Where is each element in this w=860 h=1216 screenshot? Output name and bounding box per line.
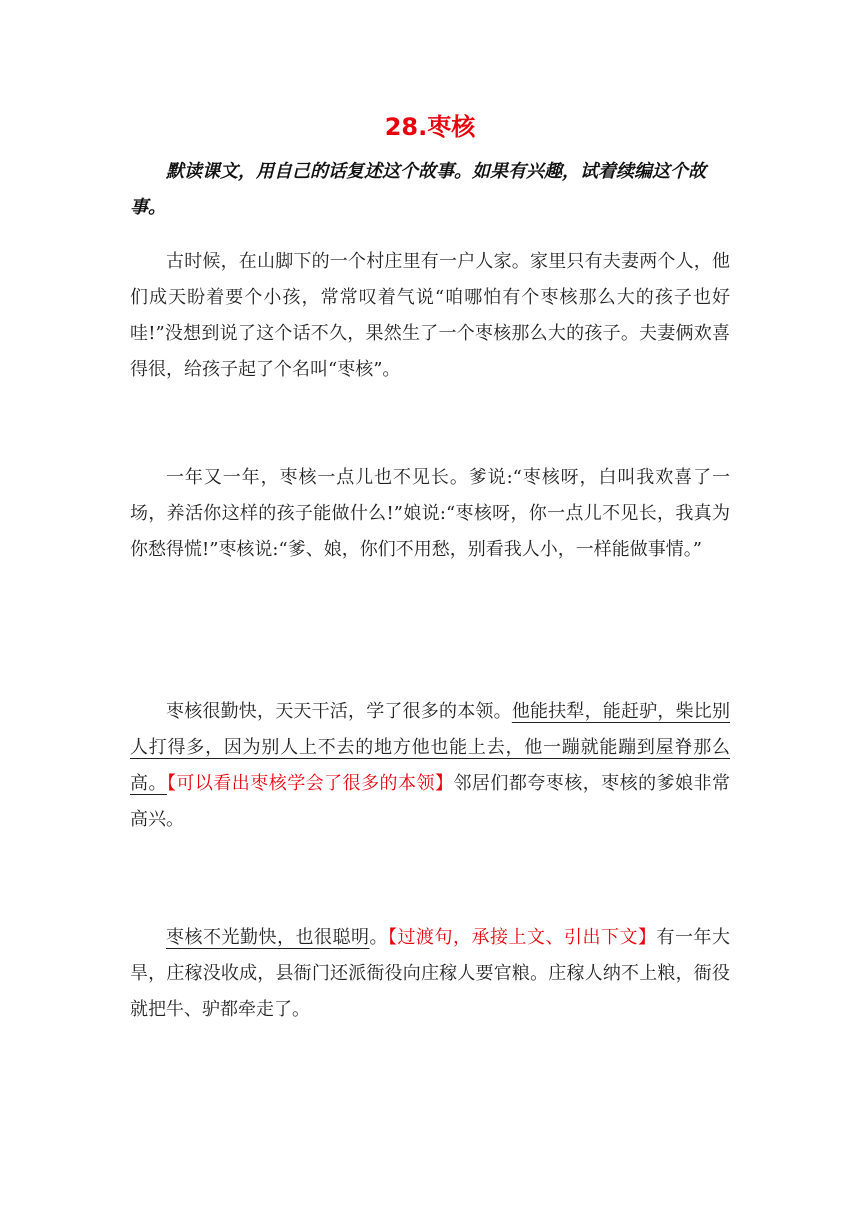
paragraph-3 bbox=[130, 694, 730, 838]
paragraph-2: 一年又一年，枣核一点儿也不见长。爹说:“枣核呀，白叫我欢喜了一场，养活你这样的孩子能做什么!”娘说:“枣核呀，你一点儿不见长，我真为你愁得慌!”枣核说:“爹、娘，你们不用愁，别看我人小，一样能做事情。” bbox=[130, 467, 730, 560]
paragraph-1: 古时候，在山脚下的一个村庄里有一户人家。家里只有夫妻两个人，他们成天盼着要个小孩，常常叹着气说“咱哪怕有个枣核那么大的孩子也好哇!”没想到说了这个话不久，果然生了一个枣核那么大的孩子。夫妻俩欢喜得很，给孩子起了个名叫“枣核”。 bbox=[130, 251, 730, 380]
underlined-sentence: 他能扶犁，能赶驴，柴比别人打得多，因为别人上不去的地方他也能上去，他一蹦就能蹦到屋脊那么高。 bbox=[130, 701, 731, 794]
paragraph-3-tail: 邻居们都夸枣核，枣核的爹娘非常高兴。 bbox=[130, 773, 730, 830]
paragraph-4-tail: 有一年大旱，庄稼没收成，县衙门还派衙役向庄稼人要官粮。庄稼人纳不上粮，衙役就把牛、驴都牵走了。 bbox=[130, 927, 730, 1020]
annotation-note: 【可以看出枣核学会了很多的本领】 bbox=[166, 773, 454, 794]
paragraph-4 bbox=[130, 920, 730, 1028]
transition-punct: 。 bbox=[369, 927, 388, 948]
paragraph-3-text: 枣核很勤快，天天干活，学了很多的本领。 bbox=[166, 701, 512, 722]
task-instruction: 默读课文，用自己的话复述这个故事。如果有兴趣，试着续编这个故事。 bbox=[130, 161, 706, 218]
transition-sentence: 枣核不光勤快，也很聪明 bbox=[166, 927, 370, 948]
lesson-title: 28.枣核 bbox=[384, 113, 476, 141]
annotation-note: 【过渡句，承接上文、引出下文】 bbox=[388, 927, 657, 948]
